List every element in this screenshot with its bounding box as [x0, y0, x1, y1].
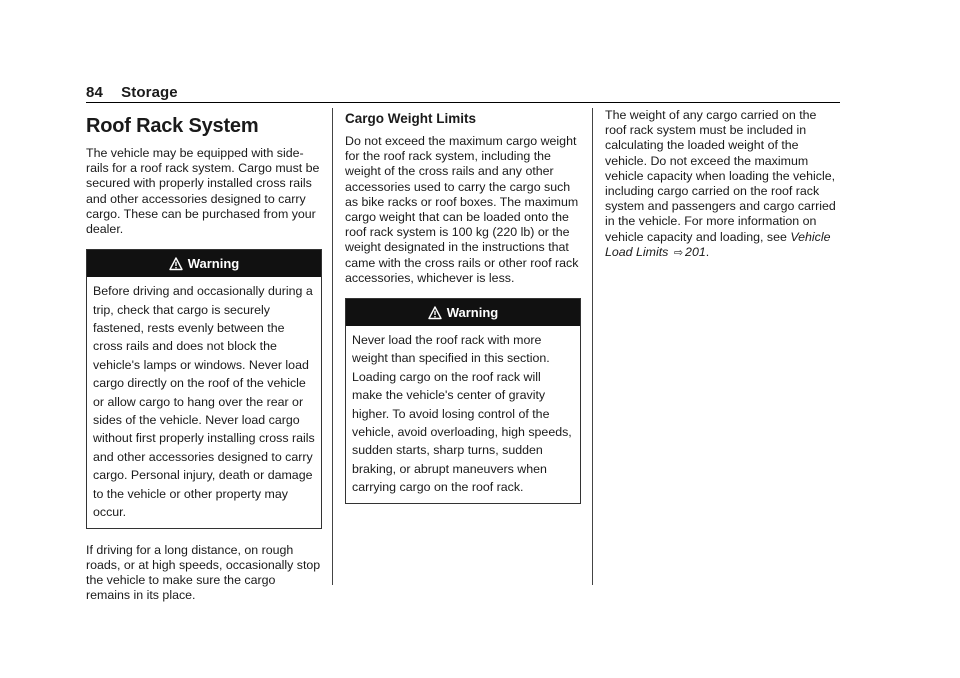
page-ref-arrow-icon: ⇨ [673, 246, 684, 259]
warning-box [345, 298, 581, 504]
warning-icon [428, 306, 442, 320]
warning-label: Warning [187, 256, 240, 272]
page-number: 84 [86, 84, 103, 101]
cross-reference-page[interactable]: 201 [685, 244, 706, 259]
warning-header [346, 299, 580, 326]
column-2 [345, 110, 581, 518]
warning-header [87, 250, 321, 277]
body-paragraph: If driving for a long distance, on rough roads, or at high speeds, occasionally stop the vehicle to make sure the cargo remains in its place. [86, 542, 321, 603]
chapter-title: Storage [121, 84, 178, 101]
warning-box [86, 249, 322, 528]
column-divider [332, 108, 333, 585]
page-header [86, 84, 178, 101]
intro-paragraph: The vehicle may be equipped with side-rails for a roof rack system. Cargo must be secured with properly installed cross rails and other accessories designed to carry cargo. These can be purchased from your dealer. [86, 146, 320, 237]
warning-text: Before driving and occasionally during a trip, check that cargo is securely fastened, rests evenly between the cross rails and does not block the vehicle's lamps or windows. Never load cargo directly on the roof of the vehicle or allow cargo to hang over the rear or sides of the vehicle. Never load cargo without first properly installing cross rails and other accessories designed to carry cargo. Personal injury, death or damage to the vehicle or other property may occur. [93, 284, 315, 520]
sentence-end: . [705, 244, 710, 259]
body-paragraph: Do not exceed the maximum cargo weight for the roof rack system, including the weight of the cross rails and any other accessories used to carry the cargo such as bike racks or roof boxes. The maximum cargo weight that can be loaded onto the roof rack system is 100 kg (220 lb) or the weight designated in the instructions that came with the cross rails or other roof rack accessories, whichever is less. [345, 134, 579, 285]
body-paragraph [605, 108, 841, 261]
cross-reference-link[interactable]: Vehicle Load Limits [605, 229, 831, 259]
warning-label: Warning [446, 304, 499, 320]
header-rule [86, 102, 840, 103]
column-1 [86, 110, 322, 615]
warning-icon [169, 257, 183, 271]
warning-text: Never load the roof rack with more weight than specified in this section. Loading cargo on the roof rack will make the vehicle's center of gravity higher. To avoid losing control of the vehicle, avoid overloading, high speeds, sudden starts, sharp turns, sudden braking, or abrupt maneuvers when carrying cargo on the roof rack. [352, 333, 572, 495]
subsection-title: Cargo Weight Limits [345, 111, 477, 126]
body-text: The weight of any cargo carried on the roof rack system must be included in calculating the loaded weight of the vehicle. Do not exceed the maximum vehicle capacity when loading the vehicle, including cargo carried on the roof rack system and passengers and cargo carried in the vehicle. For more information on vehicle capacity and loading, see [605, 108, 836, 244]
column-divider [592, 108, 593, 585]
section-title: Roof Rack System [86, 115, 259, 137]
column-3 [605, 108, 841, 273]
